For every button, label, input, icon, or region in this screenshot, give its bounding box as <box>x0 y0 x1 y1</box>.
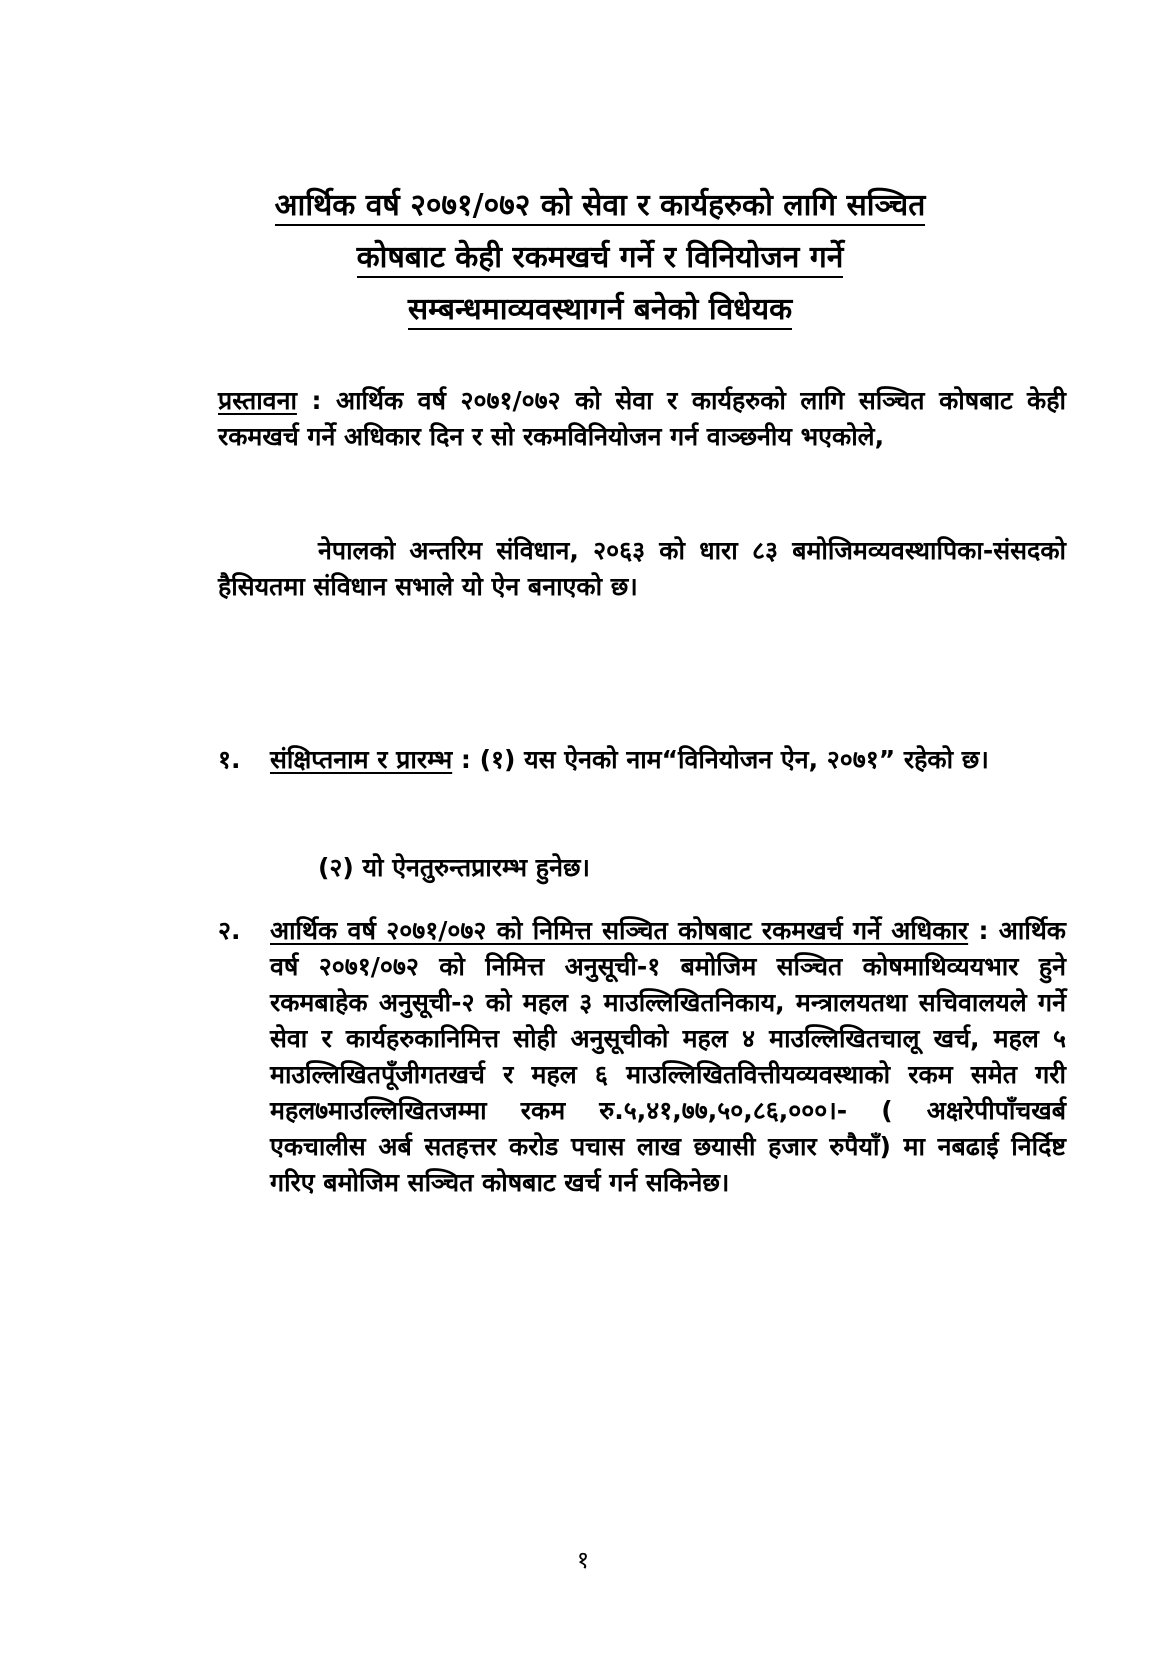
section-text: : आर्थिक वर्ष २०७१/०७२ को निमित्त अनुसूची-१ बमोजिम सञ्चित कोषमाथिव्ययभार हुने रकमबाहेक अनुसूची-२ को महल ३ माउल्लिखितनिकाय, मन्त्रालयतथा सचिवालयले गर्ने सेवा र कार्यहरुकानिमित्त सोही अनुसूचीको महल ४ माउल्लिखितचालू खर्च, महल ५ माउल्लिखितपूँजीगतखर्च र महल ६ माउल्लिखितवित्तीयव्यवस्थाको रकम समेत गरी महल७माउल्लिखितजम्मा रकम रु.५,४१,७७,५०,८६,०००।- ( अक्षरेपीपाँचखर्ब एकचालीस अर्ब सतहत्तर करोड पचास लाख छयासी हजार रुपैयाँ) मा नबढाई निर्दिष्ट गरिए बमोजिम सञ्चित कोषबाट खर्च गर्न सकिनेछ। <box>270 916 1067 1197</box>
section-text: : (१) यस ऐनको नाम“विनियोजन ऐन, २०७१” रहेको छ। <box>452 745 989 774</box>
page-number: १ <box>576 1546 590 1574</box>
section-number: २. <box>218 916 241 945</box>
bill-title <box>150 180 1050 336</box>
preamble-paragraph <box>218 383 1066 455</box>
title-line-3: सम्बन्धमाव्यवस्थागर्न बनेको विधेयक <box>150 284 1050 336</box>
section-number: १. <box>218 745 241 774</box>
section-body <box>270 742 1066 778</box>
section-1-subclause-2: (२) यो ऐनतुरुन्तप्रारम्भ हुनेछ। <box>318 853 590 882</box>
section-heading: संक्षिप्तनाम र प्रारम्भ <box>270 745 453 774</box>
enactment-paragraph: नेपालको अन्तरिम संविधान, २०६३ को धारा ८३ बमोजिमव्यवस्थापिका-संसदको हैसियतमा संविधान सभाले यो ऐन बनाएको छ। <box>218 536 1066 601</box>
title-line-1: आर्थिक वर्ष २०७१/०७२ को सेवा र कार्यहरुको लागि सञ्चित <box>150 180 1050 232</box>
section-body <box>270 913 1066 1201</box>
section-2 <box>218 913 1066 1201</box>
section-heading: आर्थिक वर्ष २०७१/०७२ को निमित्त सञ्चित कोषबाट रकमखर्च गर्ने अधिकार <box>270 916 969 945</box>
preamble-label: प्रस्तावना <box>218 386 297 415</box>
section-1 <box>218 742 1066 778</box>
title-line-2: कोषबाट केही रकमखर्च गर्ने र विनियोजन गर्ने <box>150 232 1050 284</box>
preamble-text: : आर्थिक वर्ष २०७१/०७२ को सेवा र कार्यहरुको लागि सञ्चित कोषबाट केही रकमखर्च गर्ने अधिकार दिन र सो रकमविनियोजन गर्न वाञ्छनीय भएकोले, <box>218 386 1066 451</box>
